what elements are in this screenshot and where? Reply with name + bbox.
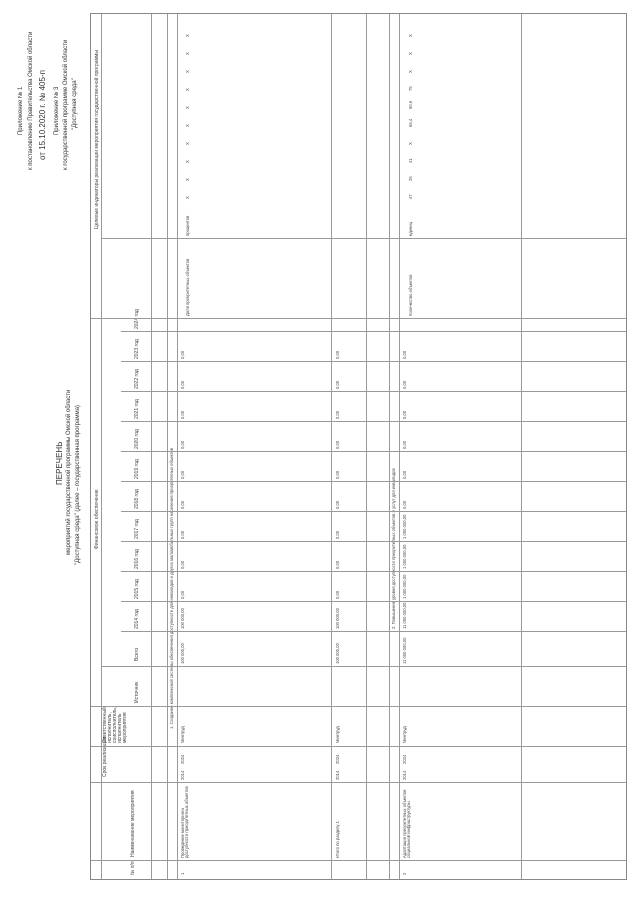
row-value: 0,00 <box>402 440 407 449</box>
row-executor: Минтруд <box>335 726 340 743</box>
indicator-value: 60,6 <box>408 100 413 109</box>
indicator-unit: единиц <box>408 221 413 236</box>
row-start-year: 2014 <box>402 770 407 780</box>
section-1-caption: 1. Создание комплексной системы обеспечения доступности для инвалидов и других маломобильных групп населения приоритетных объектов <box>169 448 174 729</box>
header-executor: Ответственный исполнитель, соисполнитель, исполнитель мероприятия <box>102 706 128 743</box>
annex-line-3: Приложение № 3 <box>54 86 60 135</box>
row-name: Проведение мониторинга доступности приоритетных объектов <box>180 786 190 858</box>
row-value: 0,00 <box>402 410 407 419</box>
year-header: 2020 год <box>134 429 140 449</box>
indicator-value: X <box>408 70 413 73</box>
indicator-value: X <box>185 70 190 73</box>
row-value: 1 000 000,00 <box>402 574 407 599</box>
row-start-year: 2014 <box>335 770 340 780</box>
row-value: 0,00 <box>402 500 407 509</box>
indicator-value: X <box>185 88 190 91</box>
annex-date-line: от 15.10.2020 г. № 405-п <box>38 70 47 160</box>
page-subtitle-1: мероприятий государственной программы Омской области <box>66 389 72 555</box>
row-value: 11 000 000,00 <box>402 602 407 629</box>
row-value: 0,00 <box>180 500 185 509</box>
indicator-value: X <box>185 178 190 181</box>
year-header: 2016 год <box>134 549 140 569</box>
row-value: 0,00 <box>180 440 185 449</box>
header-name: Наименование мероприятия <box>130 790 136 857</box>
row-value: 0,00 <box>180 410 185 419</box>
year-header: 2019 год <box>134 459 140 479</box>
row-value: 0,00 <box>402 470 407 479</box>
row-value: 0,00 <box>335 560 340 569</box>
header-source: Источник <box>134 681 140 703</box>
row-value: 1 000 000,00 <box>402 544 407 569</box>
header-total: Всего <box>134 647 140 661</box>
indicator-value: X <box>408 142 413 145</box>
measures-table <box>90 13 627 880</box>
annex-line-2: к постановлению Правительства Омской области <box>28 31 34 170</box>
indicator-value: X <box>185 196 190 199</box>
indicator-value: 41 <box>408 158 413 163</box>
row-value: 0,00 <box>180 470 185 479</box>
indicator-value: 75 <box>408 86 413 91</box>
year-header: 2017 год <box>134 519 140 539</box>
indicator-value: 47 <box>408 194 413 199</box>
indicator-unit: процентов <box>185 215 190 236</box>
indicator-value: 65,4 <box>408 118 413 127</box>
row-value: 0,00 <box>180 380 185 389</box>
page-title: ПЕРЕЧЕНЬ <box>55 441 64 485</box>
indicator-name: Количество объектов <box>408 274 413 316</box>
row-name: Итого по разделу 1 <box>335 821 340 858</box>
row-value: 0,00 <box>335 380 340 389</box>
year-header: 2022 год <box>134 369 140 389</box>
row-total: 100 000,00 <box>335 643 340 664</box>
row-value: 0,00 <box>335 410 340 419</box>
row-value: 0,00 <box>402 350 407 359</box>
row-executor: Минтруд <box>180 726 185 743</box>
row-value: 0,00 <box>402 380 407 389</box>
row-value: 0,00 <box>335 470 340 479</box>
row-name: Адаптация приоритетных объектов социальной инфраструктуры <box>402 789 412 858</box>
row-value: 0,00 <box>335 590 340 599</box>
year-header: 2014 год <box>134 609 140 629</box>
header-finance: Финансовое обеспечение <box>94 489 100 549</box>
indicator-value: X <box>185 142 190 145</box>
row-number: 2 <box>402 872 407 875</box>
annex-line-1: Приложение № 1 <box>18 86 24 135</box>
row-value: 100 000,00 <box>180 608 185 629</box>
row-value: 0,00 <box>335 440 340 449</box>
indicator-value: X <box>408 34 413 37</box>
year-header: 2024 год <box>134 309 140 329</box>
row-value: 0,00 <box>335 500 340 509</box>
row-value: 100 000,00 <box>335 608 340 629</box>
header-term: Срок реализации <box>102 736 108 777</box>
row-end-year: 2024 <box>180 754 185 764</box>
row-value: 0,00 <box>180 350 185 359</box>
row-total: 100 000,00 <box>180 643 185 664</box>
row-end-year: 2024 <box>335 754 340 764</box>
section-2-caption: 2. Повышение уровня доступности приоритетных объектов и услуг для инвалидов <box>391 468 396 629</box>
header-no: № п/п <box>130 861 136 875</box>
row-end-year: 2024 <box>402 754 407 764</box>
indicator-value: X <box>185 124 190 127</box>
row-value: 0,00 <box>180 560 185 569</box>
indicator-name: Доля приоритетных объектов <box>185 258 190 316</box>
indicator-value: X <box>185 106 190 109</box>
row-executor: Минтруд <box>402 726 407 743</box>
indicator-value: 26 <box>408 176 413 181</box>
row-start-year: 2014 <box>180 770 185 780</box>
row-value: 0,00 <box>180 590 185 599</box>
annex-line-4: к государственной программе Омской области <box>63 39 69 170</box>
row-total: 11 000 000,00 <box>402 637 407 664</box>
year-header: 2018 год <box>134 489 140 509</box>
row-value: 1 000 000,00 <box>402 514 407 539</box>
row-value: 0,00 <box>335 350 340 359</box>
annex-line-5: "Доступная среда" <box>72 78 78 130</box>
page-subtitle-2: "Доступная среда" (далее – государственная программа) <box>75 405 81 565</box>
indicator-value: X <box>185 160 190 163</box>
year-header: 2021 год <box>134 399 140 419</box>
header-indicators: Целевые индикаторы реализации мероприятия государственной программы <box>94 50 100 229</box>
row-value: 0,00 <box>180 530 185 539</box>
row-value: 0,00 <box>335 530 340 539</box>
year-header: 2023 год <box>134 339 140 359</box>
year-header: 2015 год <box>134 579 140 599</box>
indicator-value: X <box>185 34 190 37</box>
row-number: 1 <box>180 872 185 875</box>
indicator-value: X <box>408 52 413 55</box>
indicator-value: X <box>185 52 190 55</box>
